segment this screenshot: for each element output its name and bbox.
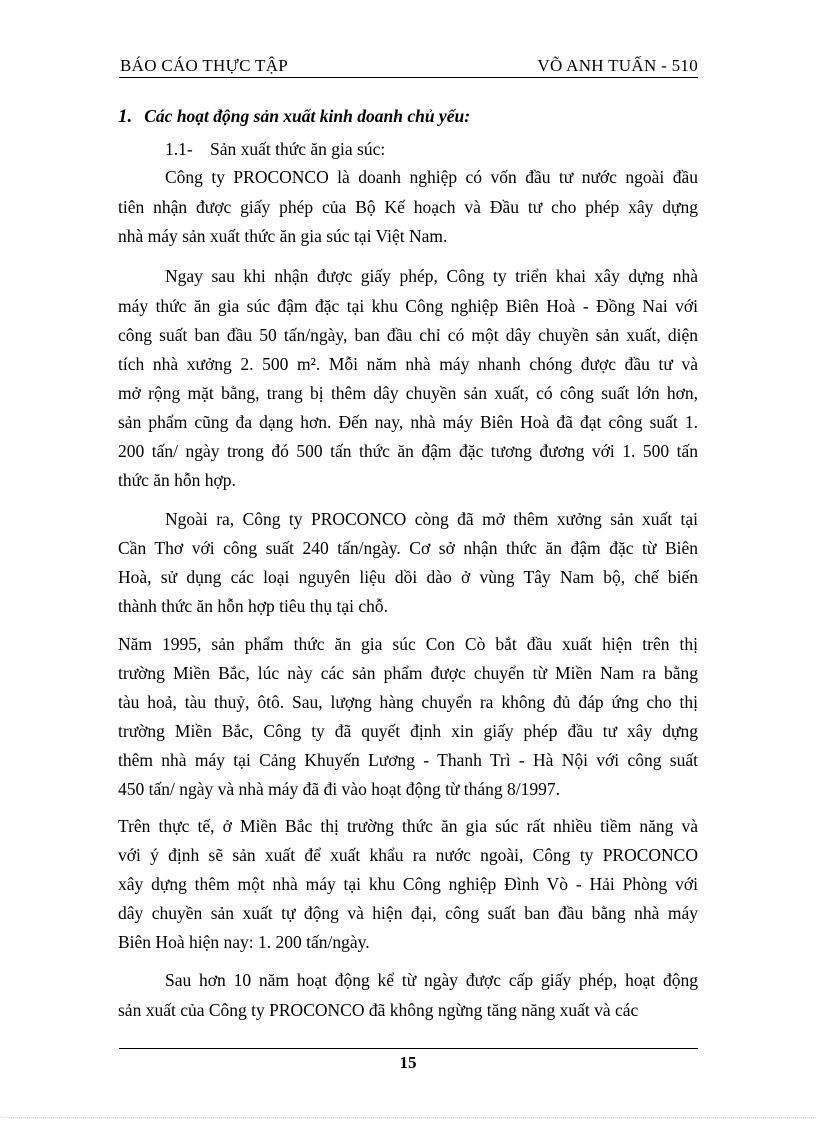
text-line: dây chuyền sản xuất tự động và hiện đại, công suất ban đầu bằng nhà máy: [118, 903, 698, 923]
text-line: Hoà, sử dụng các loại nguyên liệu dồi dào ở vùng Tây Nam bộ, chế biến: [118, 567, 698, 587]
text-line: thành thức ăn hỗn hợp tiêu thụ tại chỗ.: [118, 596, 389, 616]
text-line: thức ăn hỗn hợp.: [118, 470, 236, 490]
section-heading: [118, 106, 470, 128]
text-line: trường Miền Bắc, lúc này các sản phẩm được chuyển từ Miền Nam ra bằng: [118, 663, 698, 683]
text-line: sản xuất của Công ty PROCONCO đã không ngừng tăng năng xuất và các: [118, 1000, 639, 1020]
text-line: Biên Hoà hiện nay: 1. 200 tấn/ngày.: [118, 932, 370, 952]
text-line: tiên nhận được giấy phép của Bộ Kế hoạch và Đầu tư cho phép xây dựng: [118, 197, 698, 217]
subsection-number: 1.1-: [165, 139, 193, 159]
header-report-title: BÁO CÁO THỰC TẬP: [120, 56, 289, 75]
text-line: Trên thực tế, ở Miền Bắc thị trường thức ăn gia súc rất nhiều tiềm năng và: [118, 816, 698, 836]
text-line: mở rộng mặt bằng, trang bị thêm dây chuyền sản xuất, có công suất lớn hơn,: [118, 383, 698, 403]
text-line: máy thức ăn gia súc đậm đặc tại khu Công nghiệp Biên Hoà - Đồng Nai với: [118, 296, 698, 316]
page-number: 15: [399, 1053, 417, 1072]
section-title: Các hoạt động sản xuất kinh doanh chủ yếu:: [144, 106, 471, 126]
text-line: Sau hơn 10 năm hoạt động kể từ ngày được cấp giấy phép, hoạt động: [165, 970, 698, 990]
text-line: xây dựng thêm một nhà máy tại khu Công nghiệp Đình Vò - Hải Phòng với: [118, 874, 698, 894]
text-line: Công ty PROCONCO là doanh nghiệp có vốn đầu tư nước ngoài đầu: [165, 167, 698, 187]
text-line: 450 tấn/ ngày và nhà máy đã đi vào hoạt động từ tháng 8/1997.: [118, 779, 561, 799]
text-line: Năm 1995, sản phẩm thức ăn gia súc Con Cò bắt đầu xuất hiện trên thị: [118, 634, 698, 654]
text-line: công suất ban đầu 50 tấn/ngày, ban đầu chỉ có một dây chuyền sản xuất, diện: [118, 325, 698, 345]
text-line: tích nhà xưởng 2. 500 m². Mỗi năm nhà máy nhanh chóng được đầu tư và: [118, 354, 698, 374]
text-line: thêm nhà máy tại Cảng Khuyến Lương - Thanh Trì - Hà Nội với công suất: [118, 750, 698, 770]
page-edge-divider: [0, 1117, 816, 1118]
text-line: Ngoài ra, Công ty PROCONCO còng đã mở thêm xưởng sản xuất tại: [165, 509, 698, 529]
subsection-title: Sản xuất thức ăn gia súc:: [210, 139, 386, 159]
text-line: Ngay sau khi nhận được giấy phép, Công ty triển khai xây dựng nhà: [165, 266, 698, 286]
header-author: VÕ ANH TUẤN - 510: [537, 56, 698, 75]
text-line: với ý định sẽ sản xuất để xuất khẩu ra nước ngoài, Công ty PROCONCO: [118, 845, 698, 865]
subsection-heading: [165, 139, 385, 160]
text-line: Cần Thơ với công suất 240 tấn/ngày. Cơ sở nhận thức ăn đậm đặc từ Biên: [118, 538, 698, 558]
text-line: tàu hoả, tàu thuỷ, ôtô. Sau, lượng hàng chuyển ra không đủ đáp ứng cho thị: [118, 692, 698, 712]
header-divider: [119, 77, 698, 78]
text-line: nhà máy sản xuất thức ăn gia súc tại Việt Nam.: [118, 226, 448, 246]
footer-divider: [119, 1048, 698, 1049]
text-line: 200 tấn/ ngày trong đó 500 tấn thức ăn đậm đặc tương đương với 1. 500 tấn: [118, 441, 698, 461]
text-line: trường Miền Bắc, Công ty đã quyết định xin giấy phép đầu tư xây dựng: [118, 721, 698, 741]
text-line: sản phẩm cũng đa dạng hơn. Đến nay, nhà máy Biên Hoà đã đạt công suất 1.: [118, 412, 698, 432]
section-number: 1.: [118, 106, 133, 127]
